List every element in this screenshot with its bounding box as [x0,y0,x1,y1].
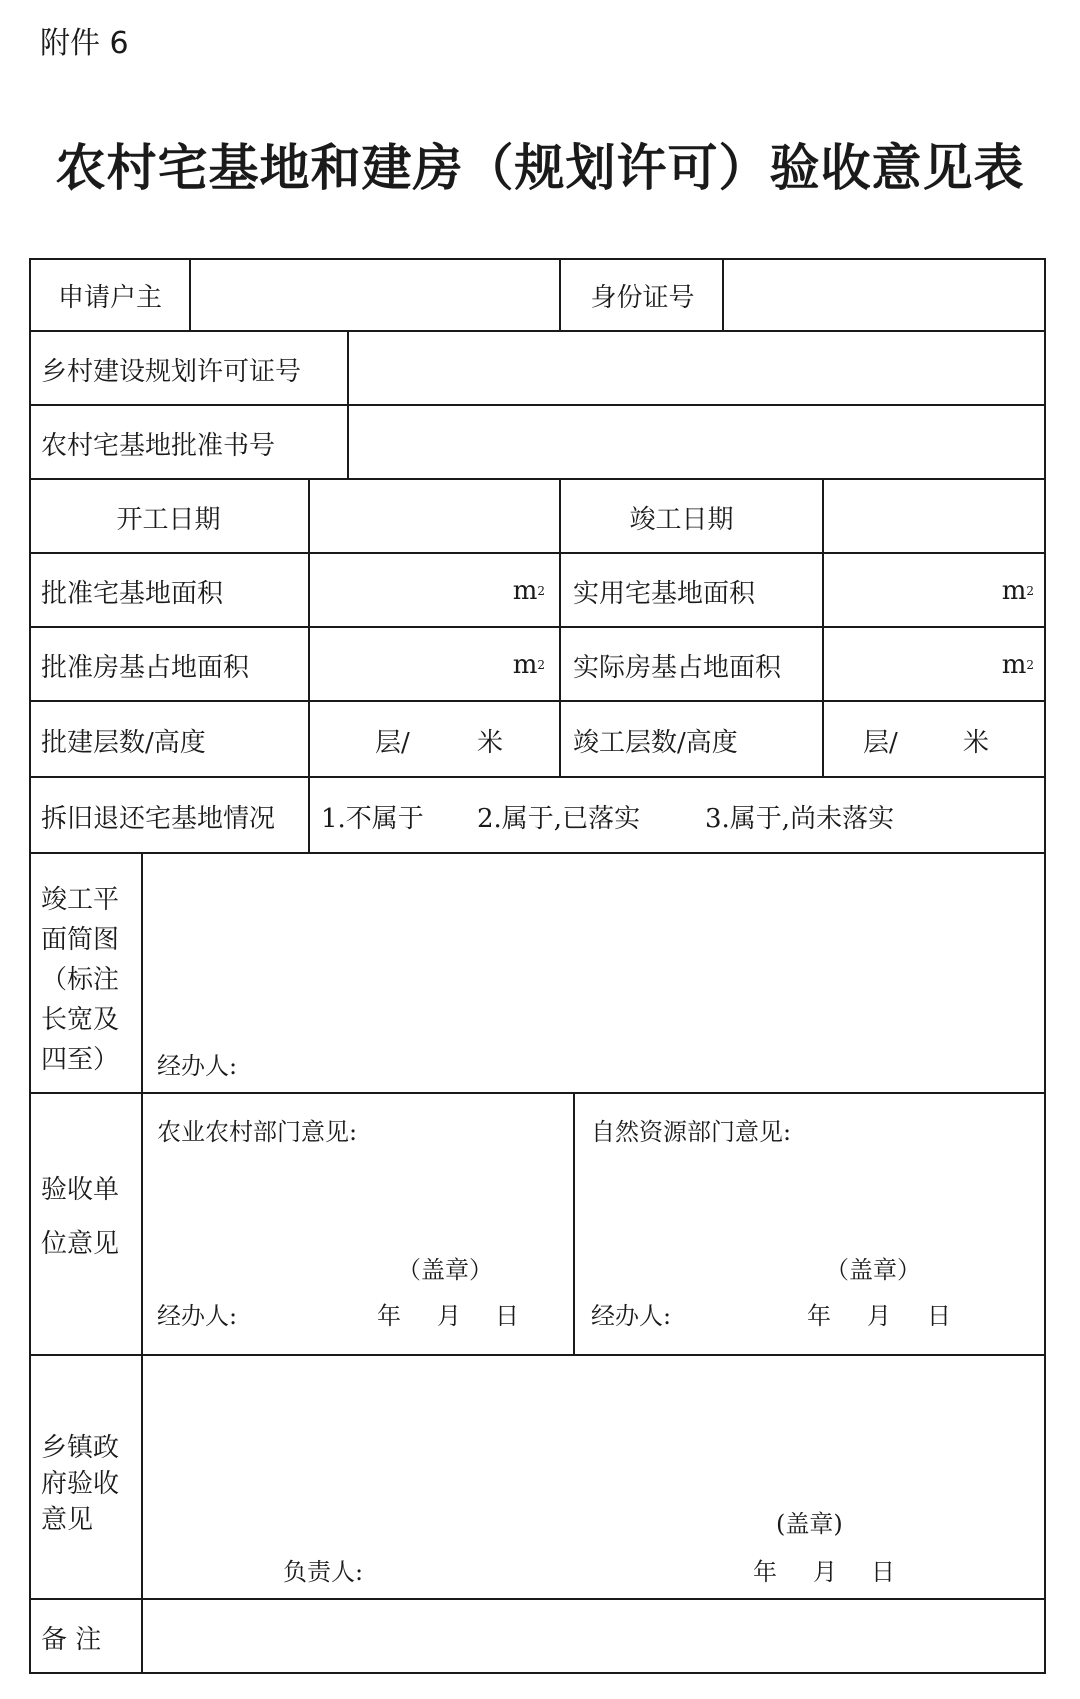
approved-floors-unit: 层/ [375,727,410,758]
approved-footprint-area-unit: m 2 [512,650,545,680]
demolition-option-3[interactable]: 3.属于,尚未落实 [705,803,895,834]
natural-day-label: 日 [927,1302,951,1330]
actual-footprint-area-label: 实际房基占地面积 [573,652,782,683]
demolition-label: 拆旧退还宅基地情况 [41,803,276,834]
end-date-value[interactable] [824,480,1046,554]
actual-height-unit: 米 [963,727,990,758]
natural-year-label: 年 [807,1302,831,1330]
remarks-label: 备 注 [41,1624,102,1655]
township-month-label: 月 [813,1558,837,1586]
natural-handler-label: 经办人: [591,1302,672,1330]
approved-height-unit: 米 [477,727,504,758]
actual-footprint-area-unit: m 2 [1001,650,1034,680]
plan-sketch-label: 竣工平 面简图 （标注 长宽及 四至） [41,885,120,1075]
end-date-label: 竣工日期 [629,504,734,535]
start-date-value[interactable] [310,480,559,554]
township-day-label: 日 [871,1558,895,1586]
actual-floors-height-label: 竣工层数/高度 [573,727,738,758]
agri-month-label: 月 [437,1302,461,1330]
agri-opinion-panel[interactable] [143,1094,573,1356]
demolition-option-2[interactable]: 2.属于,已落实 [477,803,641,834]
remarks-value[interactable] [143,1600,1046,1674]
natural-resources-opinion-panel[interactable] [575,1094,1046,1356]
township-year-label: 年 [753,1558,777,1586]
homestead-approval-label: 农村宅基地批准书号 [41,430,276,461]
township-seal-label: (盖章) [776,1510,843,1538]
id-number-value[interactable] [724,258,1046,332]
acceptance-units-label: 验收单 位意见 [41,1175,120,1259]
agri-opinion-title: 农业农村部门意见: [157,1118,358,1146]
agri-year-label: 年 [377,1302,401,1330]
agri-handler-label: 经办人: [157,1302,238,1330]
township-opinion-panel[interactable] [143,1356,1046,1600]
agri-day-label: 日 [495,1302,519,1330]
applicant-value[interactable] [191,258,561,332]
actual-homestead-area-unit: m 2 [1001,576,1034,606]
annex-label: 附件 6 [40,26,129,61]
approved-homestead-area-label: 批准宅基地面积 [41,578,224,609]
agri-seal-label: （盖章） [397,1256,493,1284]
township-opinion-label: 乡镇政 府验收 意见 [41,1433,120,1535]
approved-footprint-area-label: 批准房基占地面积 [41,652,250,683]
plan-handler-label: 经办人: [157,1052,238,1080]
natural-month-label: 月 [867,1302,891,1330]
approved-homestead-area-unit: m 2 [512,576,545,606]
planning-permit-value[interactable] [349,332,1046,406]
applicant-label: 申请户主 [57,282,162,313]
planning-permit-label: 乡村建设规划许可证号 [41,356,302,387]
divider [308,778,310,854]
approved-floors-height-label: 批建层数/高度 [41,727,206,758]
natural-opinion-title: 自然资源部门意见: [591,1118,792,1146]
acceptance-form [29,258,1046,1674]
township-leader-label: 负责人: [283,1558,364,1586]
actual-homestead-area-label: 实用宅基地面积 [573,578,756,609]
form-title: 农村宅基地和建房（规划许可）验收意见表 [55,139,1025,197]
demolition-option-1[interactable]: 1.不属于 [321,803,424,834]
actual-floors-unit: 层/ [863,727,898,758]
plan-sketch-area[interactable] [143,854,1046,1094]
start-date-label: 开工日期 [116,504,221,535]
id-number-label: 身份证号 [590,282,695,313]
homestead-approval-value[interactable] [349,406,1046,480]
natural-seal-label: （盖章） [825,1256,921,1284]
